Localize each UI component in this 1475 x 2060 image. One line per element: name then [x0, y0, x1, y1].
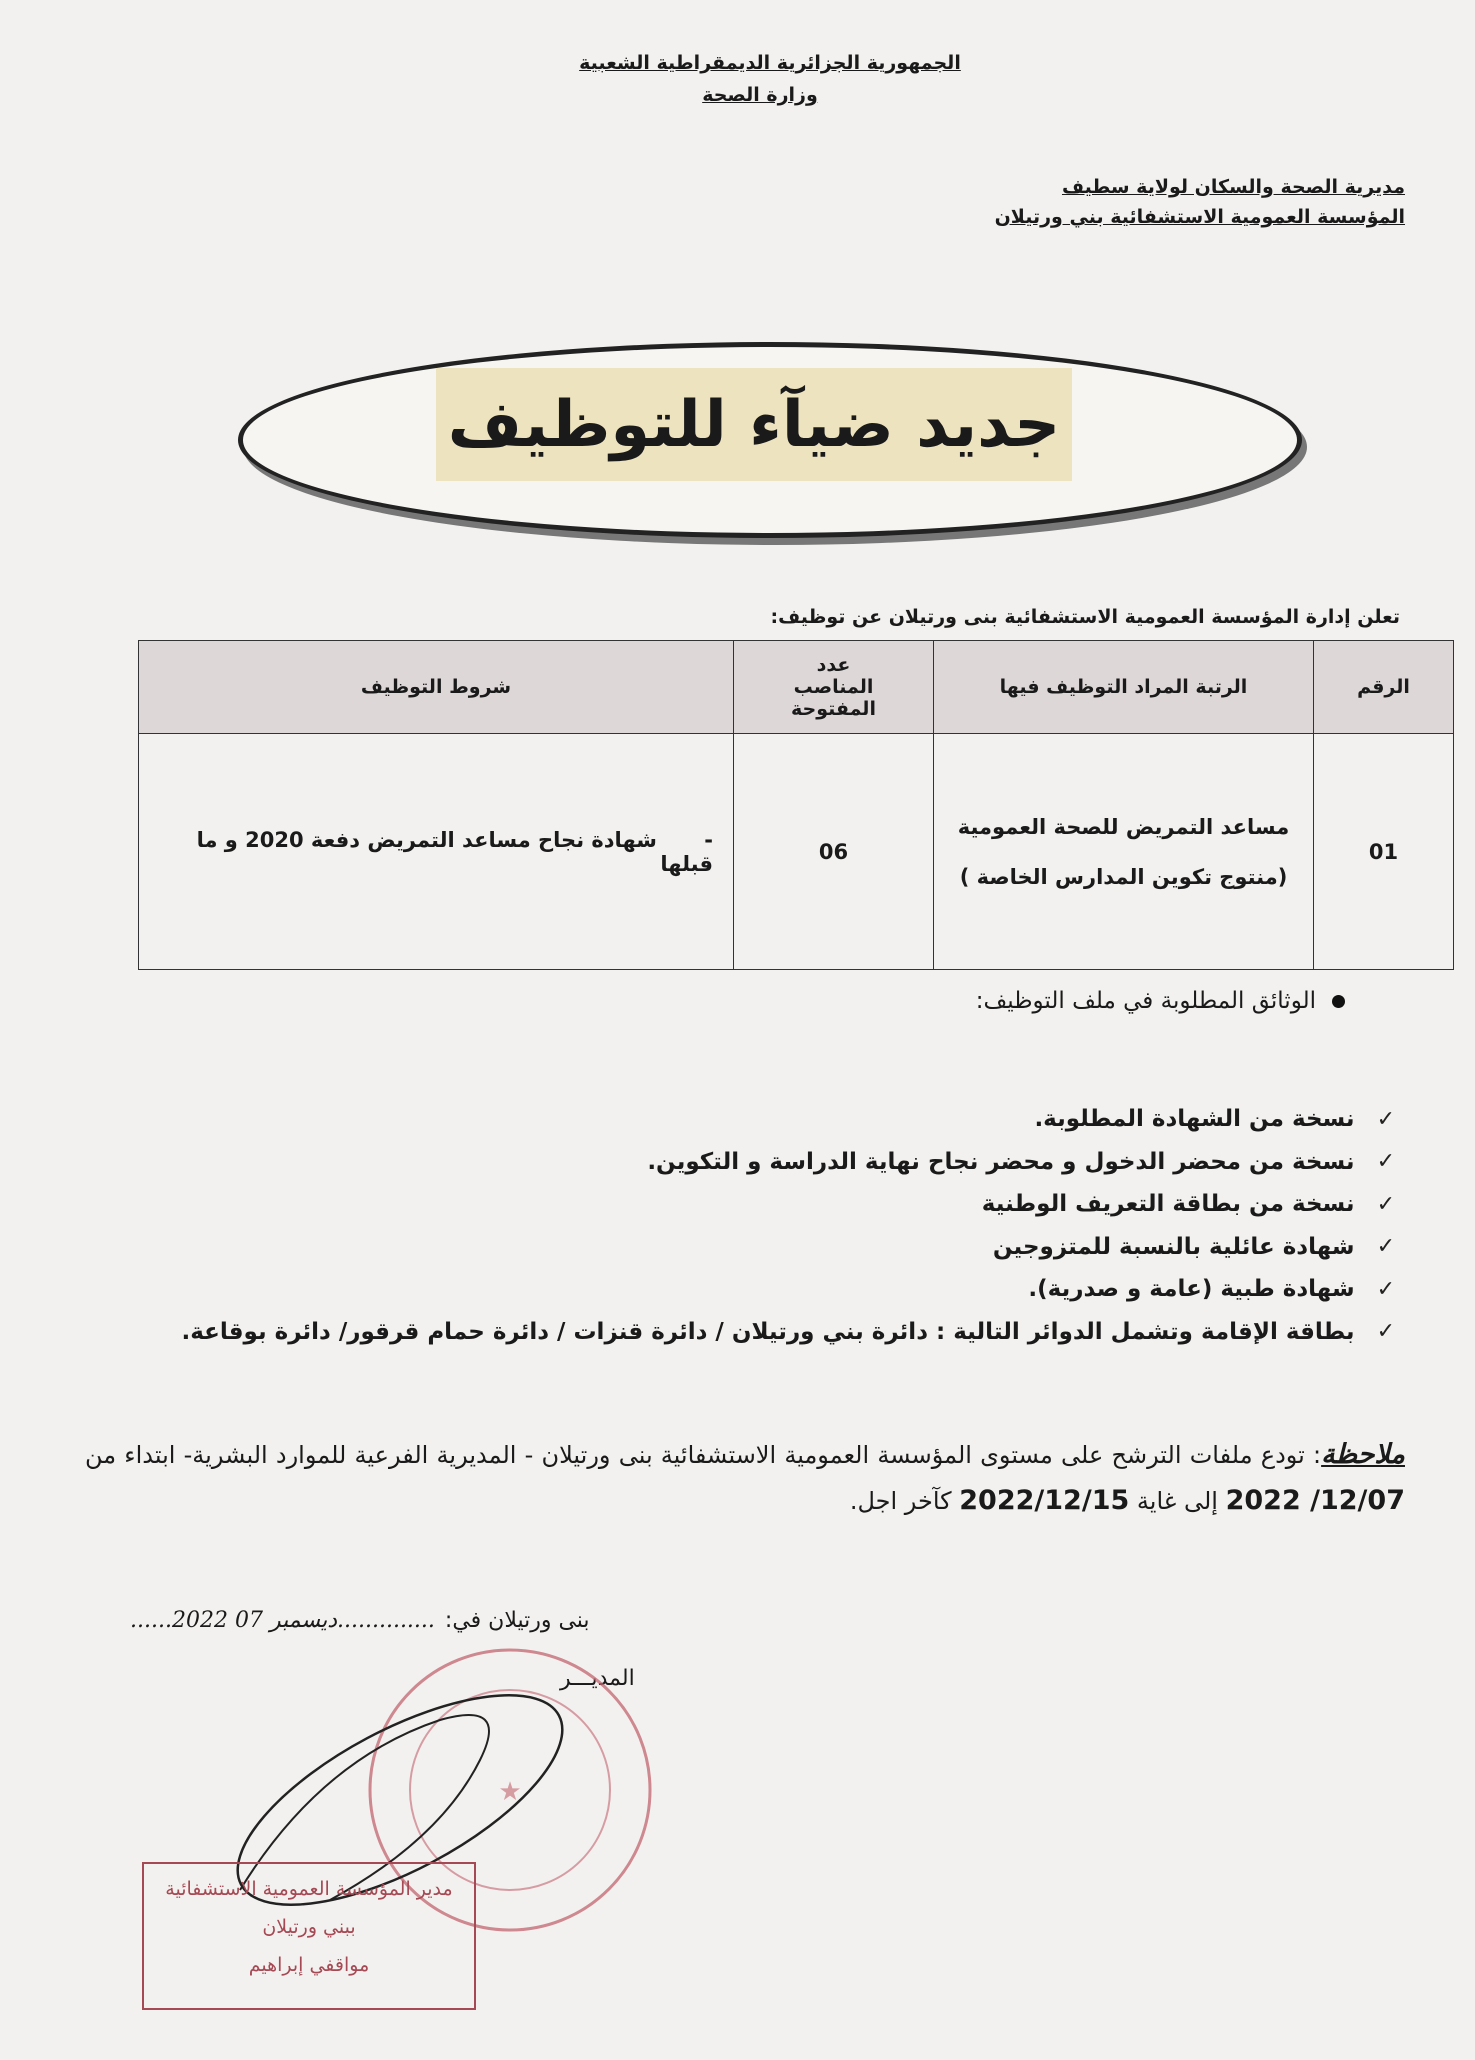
checkmark-icon: ✓: [1376, 1319, 1395, 1345]
list-item: [181, 1183, 1395, 1226]
director-stamp: [142, 1862, 476, 2010]
signature-place: بنى ورتيلان في:: [444, 1608, 590, 1633]
checkmark-icon: ✓: [1376, 1106, 1395, 1132]
jobs-table: [138, 640, 1454, 970]
list-item: [181, 1311, 1395, 1354]
cell-number: 01: [1314, 734, 1454, 970]
checkmark-icon: ✓: [1376, 1276, 1395, 1302]
stamp-line-1: مدير المؤسسة العمومية الاستشفائية: [165, 1878, 453, 1900]
intro-text: تعلن إدارة المؤسسة العمومية الاستشفائية بنى ورتيلان عن توظيف:: [770, 606, 1400, 628]
checkmark-icon: ✓: [1376, 1191, 1395, 1217]
rank-line-2: (منتوج تكوين المدارس الخاصة ): [959, 864, 1288, 889]
list-item: [181, 1141, 1395, 1184]
note-tail: كآخر اجل.: [849, 1487, 952, 1515]
stamp-line-2: ببني ورتيلان: [262, 1916, 356, 1938]
stamp-line-3: مواقفي إبراهيم: [248, 1954, 370, 1976]
list-item-text: شهادة عائلية بالنسبة للمتزوجين: [992, 1233, 1355, 1260]
list-item-text: نسخة من الشهادة المطلوبة.: [1034, 1106, 1355, 1133]
col-header-conditions: شروط التوظيف: [139, 641, 734, 734]
table-header-row: [139, 641, 1454, 734]
director-title: المديـــر: [560, 1666, 635, 1691]
cell-positions: 06: [734, 734, 934, 970]
checkmark-icon: ✓: [1376, 1149, 1395, 1175]
col-header-positions: عدد المناصب المفتوحة: [734, 641, 934, 734]
directorate-header: مديرية الصحة والسكان لولاية سطيف: [1061, 176, 1405, 198]
note-text: : تودع ملفات الترشح على مستوى المؤسسة العمومية الاستشفائية بنى ورتيلان - المديرية الفرعية للموارد البشرية- ابتداء من: [85, 1441, 1322, 1469]
republic-header: الجمهورية الجزائرية الديمقراطية الشعبية: [579, 52, 961, 74]
signature-date: ......2022 ديسمبر 07..............: [130, 1608, 435, 1633]
institution-header: المؤسسة العمومية الاستشفائية بني ورتيلان: [994, 206, 1405, 228]
col-header-rank: الرتبة المراد التوظيف فيها: [934, 641, 1314, 734]
note-date-to: 2022/12/15: [959, 1485, 1130, 1516]
svg-text:★: ★: [498, 1777, 522, 1807]
note-date-from: 2022 /12/07: [1225, 1485, 1405, 1516]
list-item-text: نسخة من بطاقة التعريف الوطنية: [981, 1191, 1355, 1218]
rank-line-1: مساعد التمريض للصحة العمومية: [957, 814, 1290, 839]
col-header-number: الرقم: [1314, 641, 1454, 734]
ministry-header: وزارة الصحة: [702, 84, 818, 106]
list-item: [181, 1098, 1395, 1141]
page-title: جديد ضيآء للتوظيف: [436, 368, 1072, 481]
cell-rank: [934, 734, 1314, 970]
cell-conditions: [139, 734, 734, 970]
signature-place-date: [130, 1608, 590, 1633]
documents-heading: [976, 988, 1345, 1014]
list-item: [181, 1226, 1395, 1269]
condition-text: شهادة نجاح مساعد التمريض دفعة 2020 و ما قبلها: [196, 827, 713, 876]
condition-dash: -: [704, 827, 713, 852]
list-item-text: شهادة طبية (عامة و صدرية).: [1028, 1276, 1355, 1303]
note-until: إلى غاية: [1136, 1487, 1218, 1515]
list-item-text: نسخة من محضر الدخول و محضر نجاح نهاية الدراسة و التكوين.: [647, 1148, 1355, 1175]
checkmark-icon: ✓: [1376, 1234, 1395, 1260]
documents-list: [181, 1098, 1395, 1353]
list-item: [181, 1268, 1395, 1311]
note-label: ملاحظة: [1321, 1439, 1405, 1470]
bullet-icon: [1332, 995, 1345, 1008]
list-item-text: بطاقة الإقامة وتشمل الدوائر التالية : دائرة بني ورتيلان / دائرة قنزات / دائرة حمام قرقور/ دائرة بوقاعة.: [181, 1318, 1355, 1345]
note-paragraph: [85, 1432, 1405, 1524]
documents-heading-text: الوثائق المطلوبة في ملف التوظيف:: [975, 988, 1316, 1014]
table-row: [139, 734, 1454, 970]
